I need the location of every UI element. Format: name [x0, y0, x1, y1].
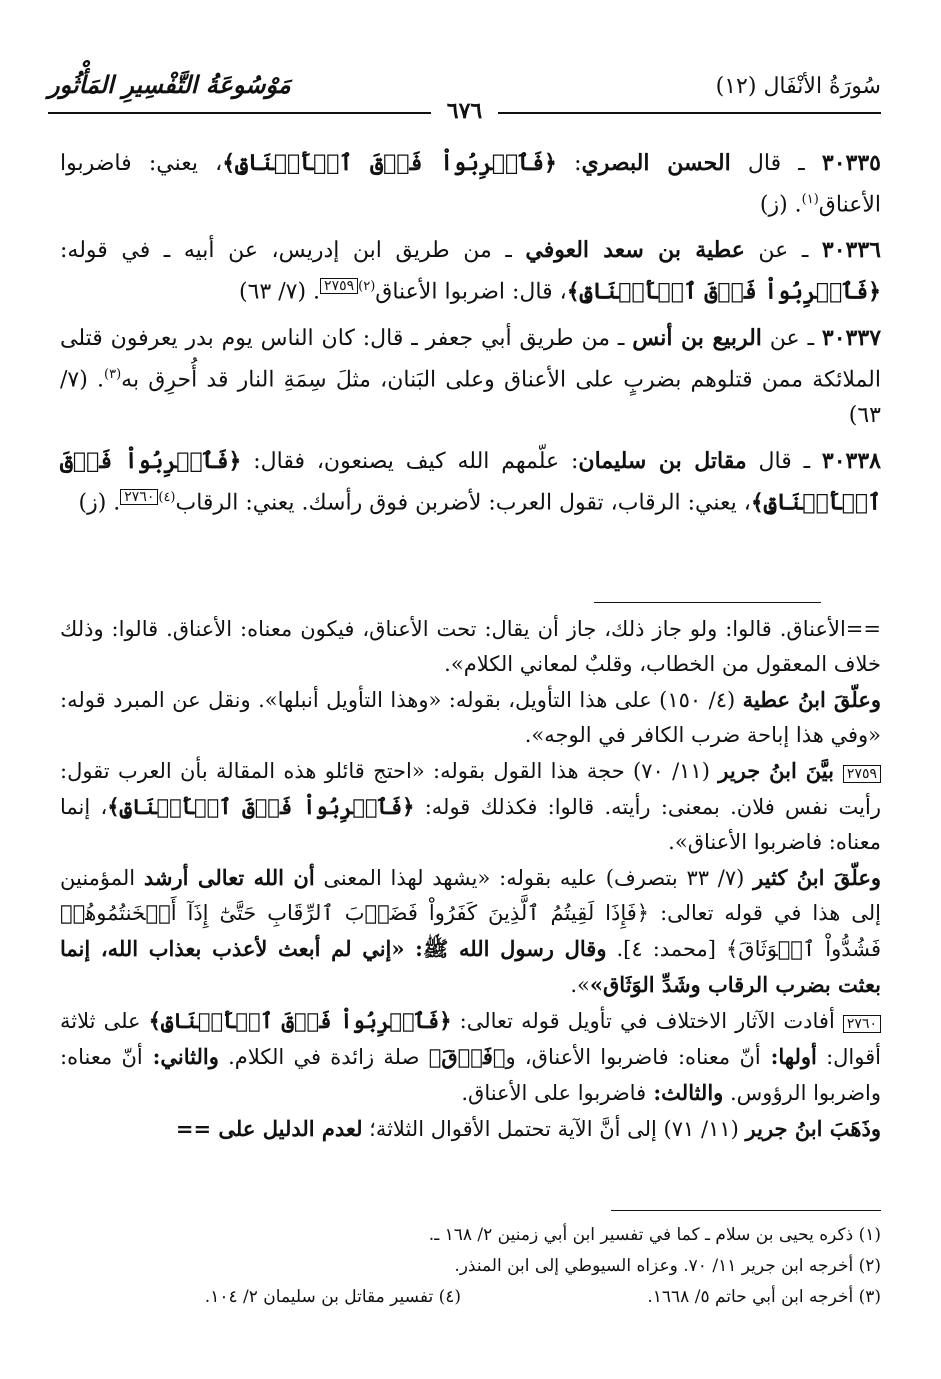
- quran-quote: ﴿فَٱضۡرِبُواْ فَوۡقَ ٱلۡأَعۡنَاقِ﴾: [60, 447, 881, 516]
- comment-ref-box: ٢٧٥٩: [843, 765, 881, 783]
- entry-30335: ٣٠٣٣٥ ـ قال الحسن البصري: ﴿فَٱضۡرِبُواْ فَوۡقَ ٱلۡأَعۡنَاقِ﴾، يعني: فاضربوا الأعناق$^{(١)}$. (ز): [60, 150, 881, 218]
- quran-quote: ﴿فَٱضۡرِبُواْ فَوۡقَ ٱلۡأَعۡنَاقِ﴾: [566, 278, 881, 305]
- note-paragraph: وذَهَبَ ابنُ جرير (١١/ ٧١) إلى أنَّ الآية تحتمل الأقوال الثلاثة؛ لعدم الدليل على ==: [175, 1116, 881, 1141]
- footnote: (١) ذكره يحيى بن سلام ـ كما في تفسير ابن أبي زمنين ٢/ ١٦٨ ـ.: [428, 1225, 881, 1245]
- footnotes: [60, 1220, 881, 1313]
- footnote-ref: (٤): [158, 489, 176, 505]
- page-header: [48, 60, 881, 124]
- main-text: [60, 145, 881, 530]
- page-number: ٦٧٦: [446, 98, 483, 124]
- entry-30336: ٣٠٣٣٦ ـ عن عطية بن سعد العوفي ـ من طريق ابن إدريس، عن أبيه ـ في قوله: ﴿فَٱضۡرِبُواْ فَوۡقَ ٱلۡأَعۡنَاقِ﴾، قال: اضربوا الأعناق$^{(٢)}$٢٧٥٩. (٧/ ٦٣): [60, 237, 881, 305]
- entry-30338: ٣٠٣٣٨ ـ قال مقاتل بن سليمان: علّمهم الله كيف يصنعون، فقال: ﴿فَٱضۡرِبُواْ فَوۡقَ ٱلۡأَعۡنَاقِ﴾، يعني: الرقاب، تقول العرب: لأضربن فوق رأسك. يعني: الرقاب$^{(٤)}$٢٧٦٠. (ز): [60, 447, 881, 516]
- book-title: مَوْسُوعَةُ التَّفْسِيرِ المَأْثُور: [48, 70, 291, 99]
- footnote-separator: [611, 1210, 881, 1211]
- section-separator: [594, 602, 821, 603]
- footnote: (٢) أخرجه ابن جرير ١١/ ٧٠. وعزاه السيوطي إلى ابن المنذر.: [454, 1256, 881, 1276]
- footnote: (٤) تفسير مقاتل بن سليمان ٢/ ١٠٤.: [204, 1287, 461, 1307]
- note-paragraph: ==الأعناق. قالوا: ولو جاز ذلك، جاز أن يقال: تحت الأعناق، فيكون معناه: الأعناق. قالوا: وذلك خلاف المعقول من الخطاب، وقلبٌ لمعاني الكلام».: [60, 617, 881, 676]
- footnote-ref: (١): [801, 192, 819, 207]
- footnote-row: [60, 1282, 881, 1313]
- footnote-ref: (٣): [104, 366, 122, 382]
- header-rule-left: [48, 112, 431, 114]
- commentary-notes: [60, 612, 881, 1147]
- note-paragraph: وعلّقَ ابنُ كثير (٧/ ٣٣ بتصرف) عليه بقوله: «يشهد لهذا المعنى أن الله تعالى أرشد المؤمنين إلى هذا في قوله تعالى: ﴿فَإِذَا لَقِيتُمُ ٱلَّذِينَ كَفَرُواْ فَضَرۡبَ ٱلرِّقَابِ حَتَّىٰٓ إِذَآ أَثۡخَنتُمُوهُمۡ فَشُدُّواْ ٱلۡوَثَاقَ﴾ [محمد: ٤]. وقال رسول الله ﷺ: «إني لم أبعث لأعذب بعذاب الله، إنما بعثت بضرب الرقاب وشَدِّ الوَثَاق»».: [60, 865, 882, 997]
- surah-title: سُورَةُ الأنْفَال (١٢): [715, 74, 881, 99]
- header-rule-right: [498, 112, 881, 114]
- note-paragraph: ٢٧٥٩ بيَّنَ ابنُ جرير (١١/ ٧٠) حجة هذا القول بقوله: «احتج قائلو هذه المقالة بأن العرب تقول: رأيت نفس فلان. بمعنى: رأيته. قالوا: فكذلك قوله: ﴿فَٱضۡرِبُواْ فَوۡقَ ٱلۡأَعۡنَاقِ﴾، إنما معناه: فاضربوا الأعناق».: [60, 758, 881, 854]
- comment-ref-box: ٢٧٥٩: [320, 278, 358, 294]
- footnote: (٣) أخرجه ابن أبي حاتم ٥/ ١٦٦٨.: [647, 1287, 881, 1307]
- quran-quote: ﴿فَٱضۡرِبُواْ فَوۡقَ ٱلۡأَعۡنَاقِ﴾: [222, 150, 557, 176]
- note-paragraph: وعلّقَ ابنُ عطية (٤/ ١٥٠) على هذا التأويل، بقوله: «وهذا التأويل أنبلها». ونقل عن المبرد قوله: «وفي هذا إباحة ضرب الكافر في الوجه».: [60, 687, 881, 747]
- entry-30337: ٣٠٣٣٧ ـ عن الربيع بن أنس ـ من طريق أبي جعفر ـ قال: كان الناس يوم بدر يعرفون قتلى الملائكة ممن قتلوهم بضربٍ على الأعناق وعلى البَنان، مثلَ سِمَةِ النار قد أُحرِق به$^{(٣)}$. (٧/ ٦٣): [60, 324, 882, 428]
- footnote-ref: (٢): [358, 279, 376, 295]
- comment-ref-box: ٢٧٦٠: [120, 489, 158, 505]
- note-paragraph: ٢٧٦٠ أفادت الآثار الاختلاف في تأويل قوله تعالى: ﴿فَٱضۡرِبُواْ فَوۡقَ ٱلۡأَعۡنَاقِ﴾ على ثلاثة أقوال: أولها: أنّ معناه: فاضربوا الأعناق، و﴿فَوۡقَ﴾ صلة زائدة في الكلام. والثاني: أنّ معناه: واضربوا الرؤوس. والثالث: فاضربوا على الأعناق.: [60, 1008, 881, 1105]
- comment-ref-box: ٢٧٦٠: [843, 1015, 881, 1033]
